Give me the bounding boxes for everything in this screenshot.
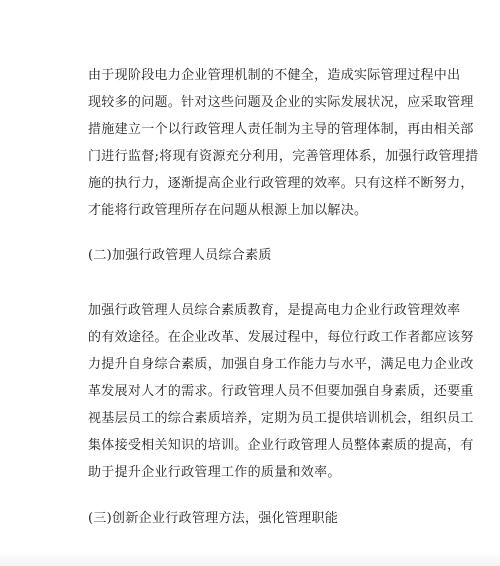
paragraph-line: 集体接受相关知识的培训。企业行政管理人员整体素质的提高，有 <box>88 438 474 453</box>
paragraph-line: 施的执行力，逐渐提高企业行政管理的效率。只有这样不断努力， <box>88 176 474 191</box>
page-bottom-edge <box>0 552 500 566</box>
section-heading: (二)加强行政管理人员综合素质 <box>88 248 272 263</box>
paragraph-staff-quality <box>88 297 474 486</box>
section-heading: (三)创新企业行政管理方法，强化管理职能 <box>88 511 339 526</box>
paragraph-line: 现较多的问题。针对这些问题及企业的实际发展状况，应采取管理 <box>88 95 474 110</box>
paragraph-line: 革发展对人才的需求。行政管理人员不但要加强自身素质，还要重 <box>88 384 474 399</box>
paragraph-line: 力提升自身综合素质，加强自身工作能力与水平，满足电力企业改 <box>88 357 474 372</box>
paragraph-line: 门进行监督;将现有资源充分利用，完善管理体系，加强行政管理措 <box>88 149 479 164</box>
paragraph-line: 措施建立一个以行政管理人责任制为主导的管理体制，再由相关部 <box>88 122 474 137</box>
paragraph-line: 助于提升企业行政管理工作的质量和效率。 <box>88 465 341 480</box>
paragraph-line: 的有效途径。在企业改革、发展过程中，每位行政工作者都应该努 <box>88 330 474 345</box>
paragraph-line: 由于现阶段电力企业管理机制的不健全，造成实际管理过程中出 <box>88 68 461 83</box>
paragraph-line: 视基层员工的综合素质培养，定期为员工提供培训机会，组织员工 <box>88 411 474 426</box>
paragraph-line: 加强行政管理人员综合素质教育，是提高电力企业行政管理效率 <box>88 303 461 318</box>
paragraph-management-mechanism <box>88 62 479 224</box>
paragraph-line: 才能将行政管理所存在问题从根源上加以解决。 <box>88 203 368 218</box>
